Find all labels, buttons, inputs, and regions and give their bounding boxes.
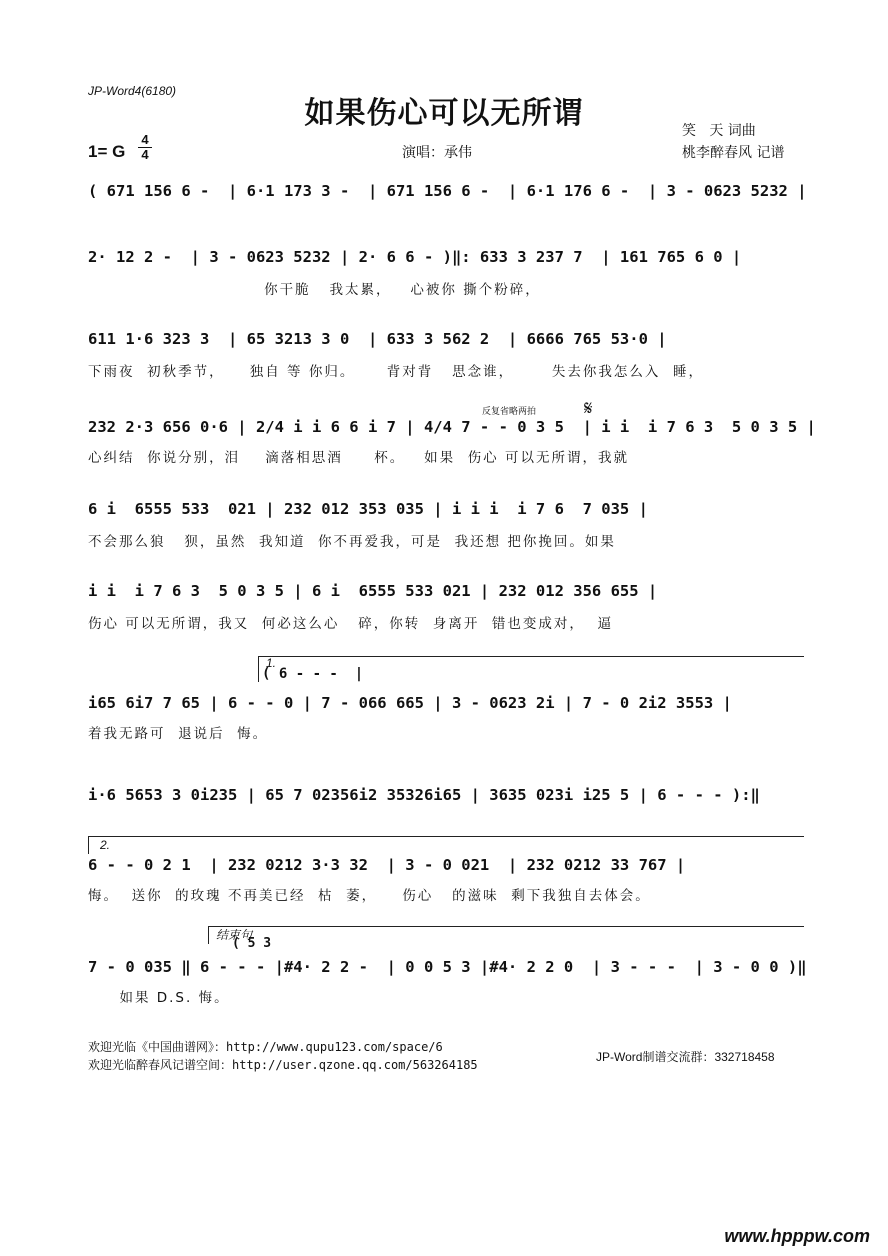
segno-icon: 𝄋 [584, 396, 593, 420]
lyricist-composer: 笑 天 词曲 [682, 123, 756, 139]
score-row-2: 2· 12 2 - | 3 - 0623 5232 | 2· 6 6 - )‖: 633 3 237 7 | 161 765 6 0 | [88, 248, 742, 266]
transcriber: 桃李醉春风 记谱 [682, 145, 785, 161]
lyric-row-3: 下雨夜 初秋季节， 独自 等 你归。 背对背 思念谁， 失去你我怎么入 睡， [88, 364, 704, 380]
time-top: 4 [141, 132, 149, 147]
lyric-row-5: 不会那么狼 狈，虽然 我知道 你不再爱我，可是 我还想 把你挽回。如果 [88, 534, 616, 550]
lyric-row-6: 伤心 可以无所谓，我又 何必这么心 碎，你转 身离开 错也变成对， 逼 [88, 616, 613, 632]
volta-2-label: 2. [100, 838, 111, 852]
score-row-6: i i i 7 6 3 5 0 3 5 | 6 i 6555 533 021 | 232 012 356 655 | [88, 582, 658, 600]
ending-label: 结束句 [216, 928, 253, 942]
score-row-10: 7 - 0 035 ‖ 6 - - - |#4· 2 2 - | 0 0 5 3 |#4· 2 2 0 | 3 - - - | 3 - 0 0 )‖ [88, 958, 807, 976]
singer: 演唱：承伟 [402, 145, 472, 161]
lyric-row-2: 你干脆 我太累， 心被你 撕个粉碎， [88, 282, 541, 298]
lyric-row-9: 悔。 送你 的玫瑰 不再美已经 枯 萎， 伤心 的滋味 剩下我独自去体会。 [88, 888, 651, 904]
score-row-9: 6 - - 0 2 1 | 232 0212 3·3 32 | 3 - 0 021 | 232 0212 33 767 | [88, 856, 686, 874]
lyric-row-4: 心纠结 你说分别，泪 滴落相思酒 杯。 如果 伤心 可以无所谓，我就 [88, 450, 629, 466]
lyric-row-10: 如果 D.S. 悔。 [88, 990, 230, 1006]
footer-group: JP-Word制谱交流群：332718458 [596, 1050, 775, 1064]
score-row-7: i65 6i7 7 65 | 6 - - 0 | 7 - 066 665 | 3 - 0623 2i | 7 - 0 2i2 3553 | [88, 694, 732, 712]
time-bottom: 4 [141, 147, 149, 162]
lyric-row-7: 着我无路可 退说后 悔。 [88, 726, 269, 742]
score-row-8: i·6 5653 3 0i235 | 65 7 02356i2 35326i65 | 3635 023i i25 5 | 6 - - - ):‖ [88, 786, 760, 804]
song-title: 如果伤心可以无所谓 [304, 96, 584, 131]
footer-link-2: 欢迎光临醉春风记谱空间：http://user.qzone.qq.com/563264185 [88, 1058, 478, 1072]
footer-link-1: 欢迎光临《中国曲谱网》：http://www.qupu123.com/space/6 [88, 1040, 443, 1054]
score-row-5: 6 i 6555 533 021 | 232 012 353 035 | i i i i 7 6 7 035 | [88, 500, 648, 518]
site-watermark: www.hpppw.com [724, 1226, 870, 1246]
volta-1-label: 1. [266, 656, 277, 670]
volta-1-notes: ( 6 - - - | [262, 666, 364, 682]
score-row-1: ( 671 156 6 - | 6·1 173 3 - | 671 156 6 - | 6·1 176 6 - | 3 - 0623 5232 | [88, 182, 807, 200]
key-signature: 1= G [88, 142, 126, 161]
score-row-3: 611 1·6 323 3 | 65 3213 3 0 | 633 3 562 2 | 6666 765 53·0 | [88, 330, 667, 348]
repeat-note: 反复省略两拍 [482, 407, 537, 417]
ending-notes: ( 5 3 [232, 936, 272, 951]
software-label: JP-Word4(6180) [88, 84, 177, 98]
score-row-4: 232 2·3 656 0·6 | 2/4 i i 6 6 i 7 | 4/4 7 - - 0 3 5 | i i i 7 6 3 5 0 3 5 | [88, 418, 816, 436]
time-signature [138, 134, 152, 161]
